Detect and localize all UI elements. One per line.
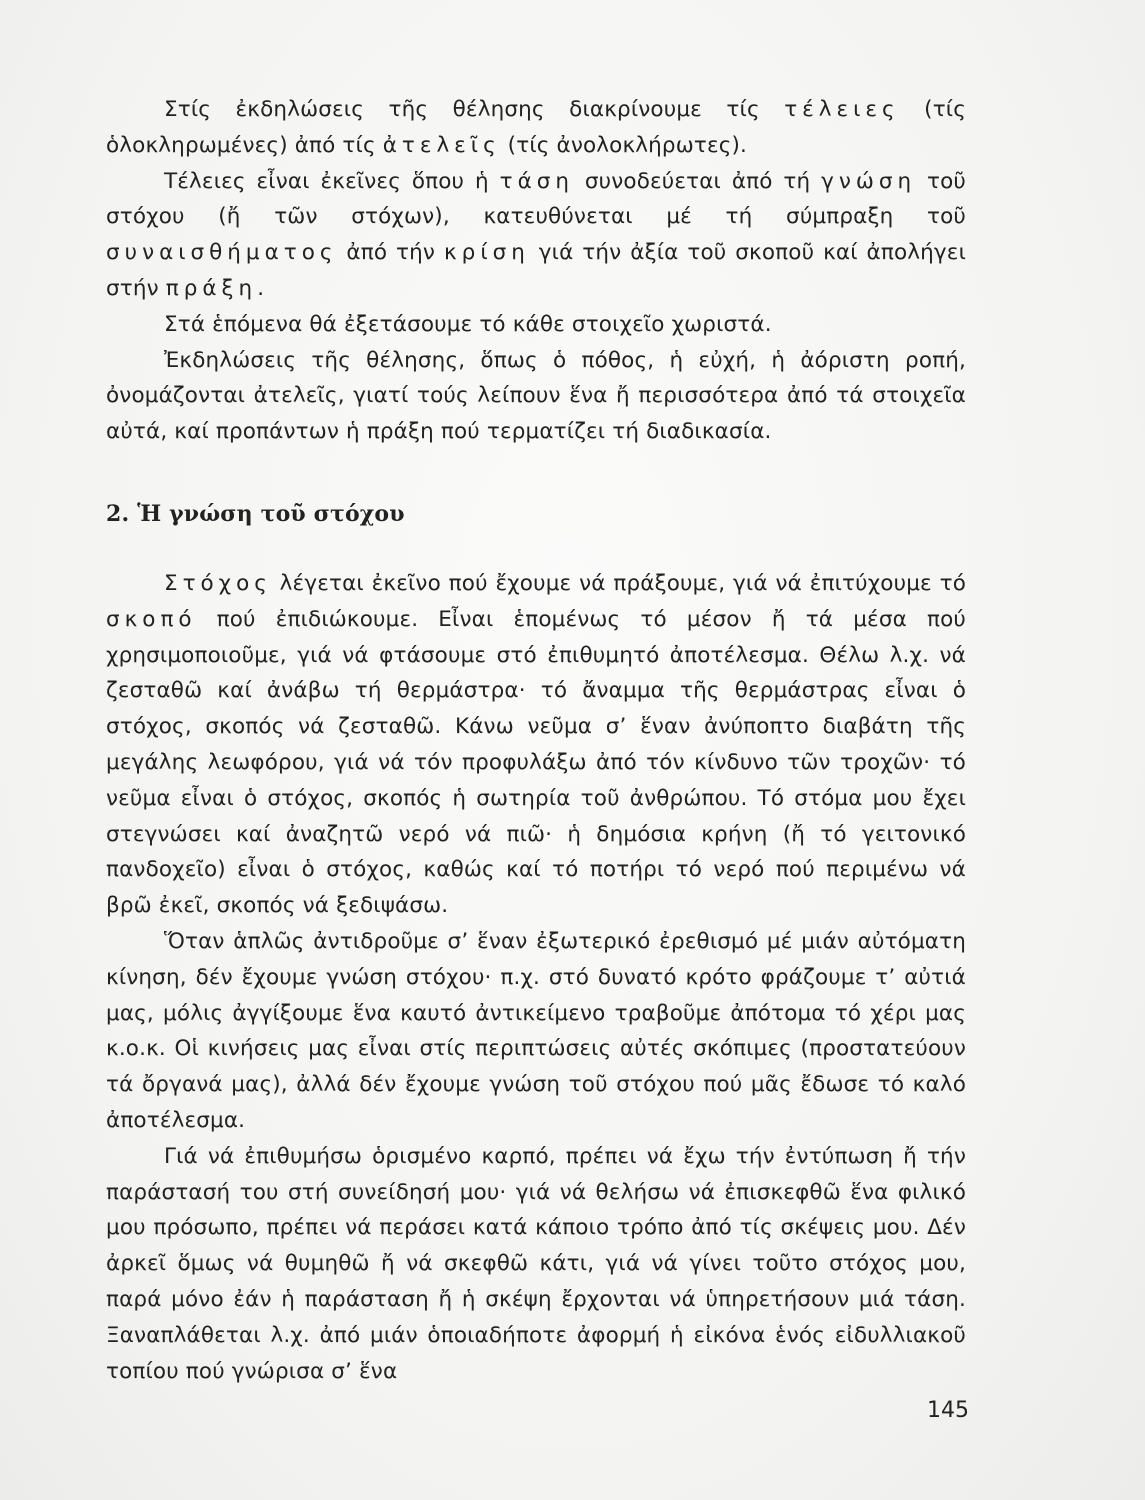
text-run: γιά τήν ἀξία τοῦ σκοποῦ καί ἀπολήγει στήν [106, 240, 966, 301]
text-run: τοῦ στόχου (ἤ τῶν στόχων), κατευθύνεται μέ τή σύμπραξη τοῦ [106, 168, 966, 230]
body-text [106, 92, 966, 1389]
text-run: λέγεται ἐκεῖνο πού ἔχουμε νά πράξουμε, γιά νά ἐπιτύχουμε τό [271, 570, 966, 596]
spaced-term-teleies: τέλειες [784, 97, 900, 122]
spaced-term-tasi: τάση [499, 168, 574, 194]
paragraph-6: Ὅταν ἁπλῶς ἀντιδροῦμε σ’ ἕναν ἐξωτερικό ἐρεθισμό μέ μιάν αὐτόματη κίνηση, δέν ἔχουμε γνώση στόχου· π.χ. στό δυνατό κρότο φράζουμε τ’ αὐτιά μας, μόλις ἀγγίξουμε ἕνα καυτό ἀντικείμενο τραβοῦμε ἀπότομα τό χέρι μας κ.ο.κ. Οἱ κινήσεις μας εἶναι στίς περιπτώσεις αὐτές σκόπιμες (προστατεύουν τά ὄργανά μας), ἀλλά δέν ἔχουμε γνώση τοῦ στόχου πού μᾶς ἔδωσε τό καλό ἀποτέλεσμα. [106, 928, 966, 1133]
spaced-term-synaisthimatos: συναισθήματος [106, 240, 338, 266]
page-number: 145 [927, 1398, 969, 1423]
text-run: πού ἐπιδιώκουμε. Εἶναι ἑπομένως τό μέσον ἤ τά μέσα πού χρησιμοποιοῦμε, γιά νά φτάσουμε στό ἐπιθυμητό ἀποτέλεσμα. Θέλω λ.χ. νά ζεσταθῶ καί ἀνάβω τή θερμάστρα· τό ἄναμμα τῆς θερμάστρας εἶναι ὁ στόχος, σκοπός νά ζεσταθῶ. Κάνω νεῦμα σ’ ἕναν ἀνύποπτο διαβάτη τῆς μεγάλης λεωφόρου, γιά νά τόν προφυλάξω ἀπό τόν κίνδυνο τῶν τροχῶν· τό νεῦμα εἶναι ὁ στόχος, σκοπός ἡ σωτηρία τοῦ ἀνθρώπου. Τό στόμα μου ἔχει στεγνώσει καί ἀναζητῶ νερό νά πιῶ· ἡ δημόσια κρήνη (ἤ τό γειτονικό πανδοχεῖο) εἶναι ὁ στόχος, καθώς καί τό ποτήρι τό νερό πού περιμένω νά βρῶ ἐκεῖ, σκοπός νά ξεδιψάσω. [106, 606, 966, 919]
spaced-term-ateleis: ἀτελεῖς [382, 132, 501, 158]
spaced-term-gnosi: γνώση [821, 168, 917, 194]
spaced-term-stochos: Στόχος [164, 570, 272, 596]
section-heading: 2. Ἡ γνώση τοῦ στόχου [106, 500, 405, 527]
paragraph-5 [106, 566, 966, 924]
spaced-term-skopo: σκοπό [106, 606, 197, 632]
paragraph-7: Γιά νά ἐπιθυμήσω ὁρισμένο καρπό, πρέπει νά ἔχω τήν ἐντύπωση ἤ τήν παράστασή του στή συνείδησή μου· γιά νά θελήσω νά ἐπισκεφθῶ ἕνα φιλικό μου πρόσωπο, πρέπει νά περάσει κατά κάποιο τρόπο ἀπό τίς σκέψεις μου. Δέν ἀρκεῖ ὅμως νά θυμηθῶ ἤ νά σκεφθῶ κάτι, γιά νά γίνει τοῦτο στόχος μου, παρά μόνο ἐάν ἡ παράσταση ἤ ἡ σκέψη ἔρχονται νά ὑπηρετήσουν μιά τάση. Ξαναπλάθεται λ.χ. ἀπό μιάν ὁποιαδήποτε ἀφορμή ἡ εἰκόνα ἑνός εἰδυλλιακοῦ τοπίου πού γνώρισα σ’ ἕνα [106, 1143, 966, 1384]
paragraph-2 [106, 164, 966, 307]
text-run: συνοδεύεται ἀπό τή [574, 168, 822, 194]
text-run: Τέλειες εἶναι ἐκεῖνες ὅπου ἡ [164, 168, 500, 194]
paragraph-3: Στά ἑπόμενα θά ἐξετάσουμε τό κάθε στοιχεῖο χωριστά. [164, 311, 772, 337]
spaced-term-krisi: κρίση [444, 240, 530, 266]
text-run: (τίς ἀνολοκλήρωτες). [500, 132, 748, 158]
text-run: Στίς ἐκδηλώσεις τῆς θέλησης διακρίνουμε τίς [164, 97, 785, 122]
text-run: (τίς ὁλοκληρωμένες) ἀπό τίς [106, 97, 967, 158]
text-run: . [257, 275, 265, 301]
paragraph-1 [106, 92, 966, 164]
spaced-term-praxi: πράξη [165, 275, 258, 301]
text-run: ἀπό τήν [337, 240, 444, 266]
paragraph-4: Ἐκδηλώσεις τῆς θέλησης, ὅπως ὁ πόθος, ἡ εὐχή, ἡ ἀόριστη ροπή, ὀνομάζονται ἀτελεῖς, γιατί τούς λείπουν ἕνα ἤ περισσότερα ἀπό τά στοιχεῖα αὐτά, καί προπάντων ἡ πράξη πού τερματίζει τή διαδικασία. [106, 347, 966, 445]
